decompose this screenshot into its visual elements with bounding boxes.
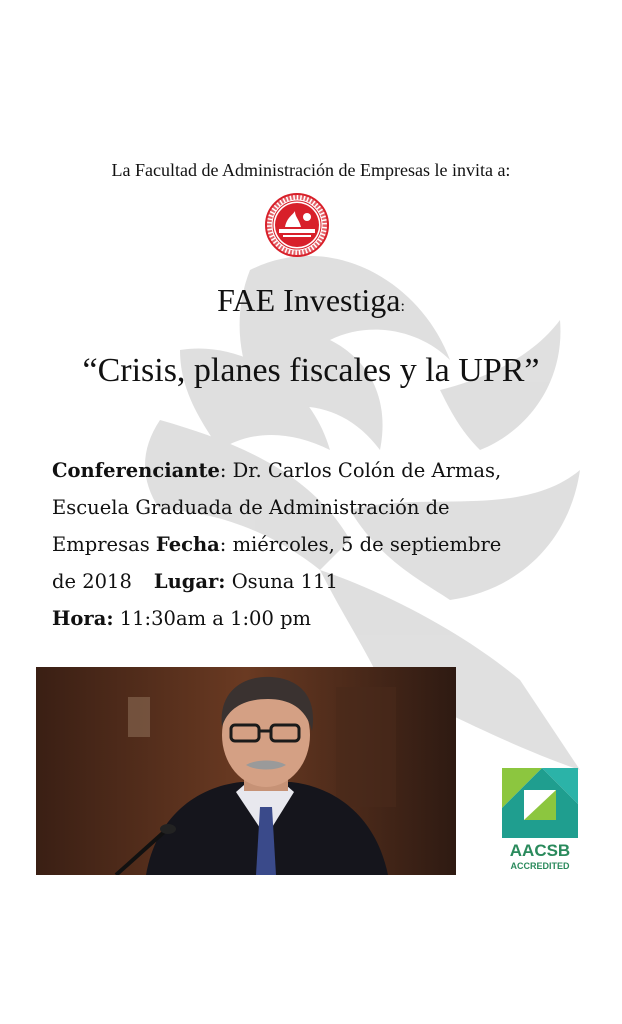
event-title-colon: :	[400, 298, 405, 315]
event-subtitle: “Crisis, planes fiscales y la UPR”	[82, 352, 540, 389]
aacsb-name: AACSB	[509, 841, 571, 860]
university-seal-icon	[265, 193, 329, 257]
time-line	[52, 600, 582, 637]
school-line-2: Empresas	[52, 533, 156, 556]
speaker-label: Conferenciante	[52, 459, 220, 482]
speaker-value: : Dr. Carlos Colón de Armas,	[219, 459, 502, 482]
school-line: Escuela Graduada de Administración de	[52, 496, 450, 519]
place-label: Lugar:	[153, 570, 226, 593]
event-title-text: FAE Investiga	[217, 282, 401, 318]
place-value: Osuna 111	[225, 570, 338, 593]
date-value: : miércoles, 5 de septiembre	[219, 533, 502, 556]
time-value: 11:30am a 1:00 pm	[113, 607, 312, 630]
event-title	[0, 282, 622, 319]
date-year: de 2018	[52, 570, 132, 593]
time-label: Hora:	[52, 607, 114, 630]
event-details	[52, 452, 582, 637]
invitation-line: La Facultad de Administración de Empresas le invita a:	[111, 160, 511, 180]
date-place-line	[52, 563, 582, 600]
date-label: Fecha	[155, 533, 220, 556]
aacsb-status: ACCREDITED	[510, 861, 570, 871]
school-date-line	[52, 526, 582, 563]
speaker-line	[52, 452, 582, 489]
speaker-photo	[36, 667, 456, 875]
aacsb-logo-icon	[502, 768, 578, 872]
